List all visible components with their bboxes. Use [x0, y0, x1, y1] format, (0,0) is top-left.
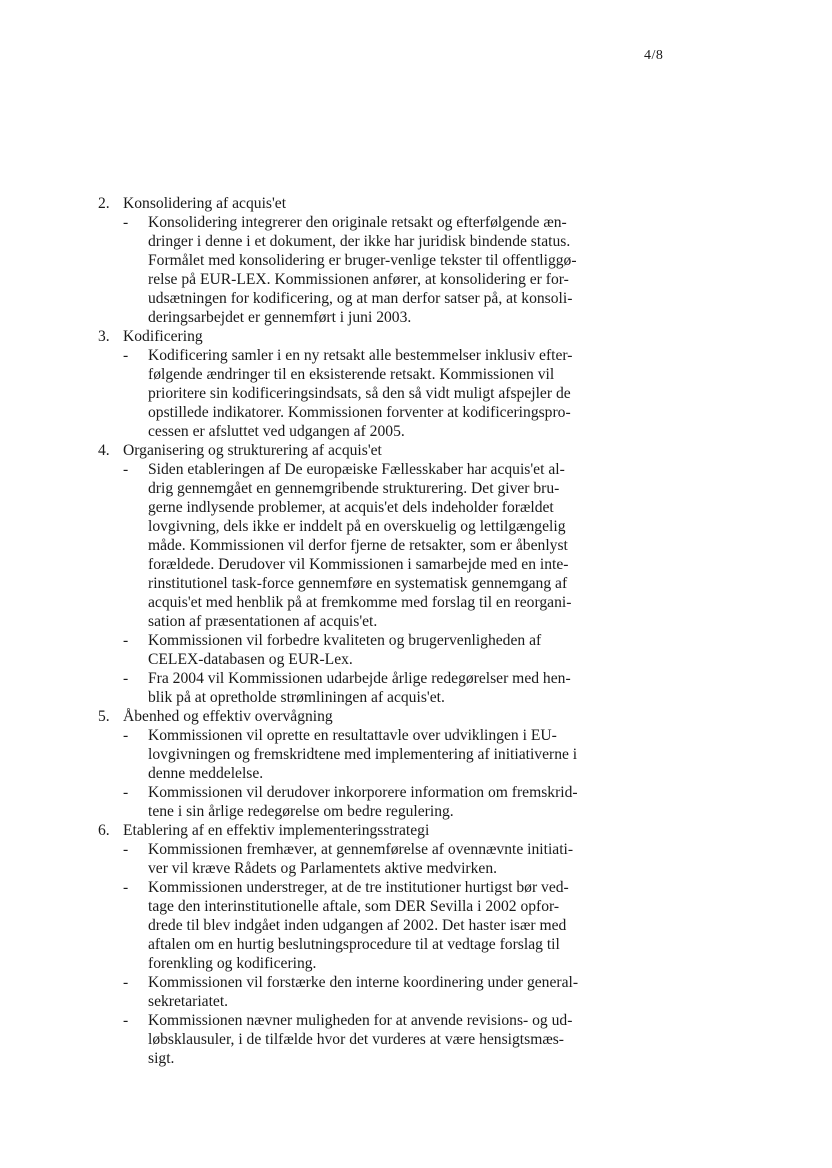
section-heading [98, 821, 628, 840]
bullet-text: Kommissionen nævner muligheden for at anvende revisions- og ud- løbsklausuler, i de tilfælde hvor det vurderes at være hensigtsmæs- sigt. [148, 1012, 573, 1067]
dash-marker: - [123, 670, 129, 687]
dash-marker: - [123, 347, 129, 364]
dash-marker: - [123, 784, 129, 801]
bullet-item [123, 460, 628, 631]
bullet-item [123, 783, 628, 821]
bullet-item [123, 726, 628, 783]
bullet-text: Kodificering samler i en ny retsakt alle bestemmelser inklusiv efter- følgende ændringer til en eksisterende retsakt. Kommissionen vil prioritere sin kodificeringsindsats, så den så vidt muligt afspejler de opstillede indikatorer. Kommissionen forventer at kodificeringspro- cessen er afsluttet ved udgangen af 2005. [148, 347, 573, 440]
bullet-item [123, 973, 628, 1011]
bullet-text: Kommissionen fremhæver, at gennemførelse af ovennævnte initiati- ver vil kræve Rådets og Parlamentets aktive medvirken. [148, 841, 574, 877]
section-heading [98, 707, 628, 726]
section-number: 4. [98, 442, 110, 459]
bullet-item [123, 840, 628, 878]
section-heading [98, 441, 628, 460]
dash-marker: - [123, 214, 129, 231]
section-number: 2. [98, 195, 110, 212]
section-number: 6. [98, 822, 110, 839]
section-title: Konsolidering af acquis'et [123, 195, 287, 212]
bullet-text: Kommissionen vil forbedre kvaliteten og brugervenligheden af CELEX-databasen og EUR-Lex. [148, 632, 542, 668]
document-body [98, 194, 628, 1068]
bullet-text: Kommissionen vil forstærke den interne koordinering under general- sekretariatet. [148, 974, 579, 1010]
bullet-text: Konsolidering integrerer den originale retsakt og efterfølgende æn- dringer i denne i et dokument, der ikke har juridisk bindende status. Formålet med konsolidering er bruger-venlige tekster til offentliggø- relse på EUR-LEX. Kommissionen anfører, at konsolidering er for- udsætningen for kodificering, og at man derfor satser på, at konsoli- deringsarbejdet er gennemført i juni 2003. [148, 214, 577, 326]
section-2 [98, 194, 628, 327]
section-number: 5. [98, 708, 110, 725]
section-number: 3. [98, 328, 110, 345]
bullet-text: Kommissionen vil derudover inkorporere information om fremskrid- tene i sin årlige redegørelse om bedre regulering. [148, 784, 578, 820]
bullet-item [123, 631, 628, 669]
section-heading [98, 194, 628, 213]
section-6 [98, 821, 628, 1068]
section-4 [98, 441, 628, 707]
dash-marker: - [123, 974, 129, 991]
bullet-item [123, 1011, 628, 1068]
dash-marker: - [123, 727, 129, 744]
section-title: Etablering af en effektiv implementeringsstrategi [123, 822, 430, 839]
page-number: 4/8 [644, 48, 664, 63]
dash-marker: - [123, 1012, 129, 1029]
bullet-text: Kommissionen vil oprette en resultattavle over udviklingen i EU- lovgivningen og fremskridtene med implementering af initiativerne i denne meddelelse. [148, 727, 578, 782]
bullet-text: Kommissionen understreger, at de tre institutioner hurtigst bør ved- tage den interinstitutionelle aftale, som DER Sevilla i 2002 opfor- drede til blev indgået inden udgangen af 2002. Det haster især med aftalen om en hurtig beslutningsprocedure til at vedtage forslag til forenkling og kodificering. [148, 879, 569, 972]
bullet-item [123, 669, 628, 707]
dash-marker: - [123, 632, 129, 649]
bullet-item [123, 878, 628, 973]
section-3 [98, 327, 628, 441]
section-5 [98, 707, 628, 821]
bullet-item [123, 346, 628, 441]
bullet-text: Fra 2004 vil Kommissionen udarbejde årlige redegørelser med hen- blik på at opretholde strømliningen af acquis'et. [148, 670, 571, 706]
dash-marker: - [123, 461, 129, 478]
bullet-text: Siden etableringen af De europæiske Fællesskaber har acquis'et al- drig gennemgået en gennemgribende strukturering. Det giver bru- gerne indlysende problemer, at acquis'et dels indeholder forældet lovgivning, dels ikke er inddelt på en overskuelig og lettilgængelig måde. Kommissionen vil derfor fjerne de retsakter, som er åbenlyst forældede. Derudover vil Kommissionen i samarbejde med en inte- rinstitutionel task-force gennemføre en systematisk gennemgang af acquis'et med henblik på at fremkomme med forslag til en reorgani- sation af præsentationen af acquis'et. [148, 461, 572, 630]
section-title: Kodificering [123, 328, 203, 345]
section-title: Åbenhed og effektiv overvågning [123, 708, 333, 725]
section-title: Organisering og strukturering af acquis'et [123, 442, 382, 459]
section-heading [98, 327, 628, 346]
bullet-item [123, 213, 628, 327]
dash-marker: - [123, 879, 129, 896]
dash-marker: - [123, 841, 129, 858]
